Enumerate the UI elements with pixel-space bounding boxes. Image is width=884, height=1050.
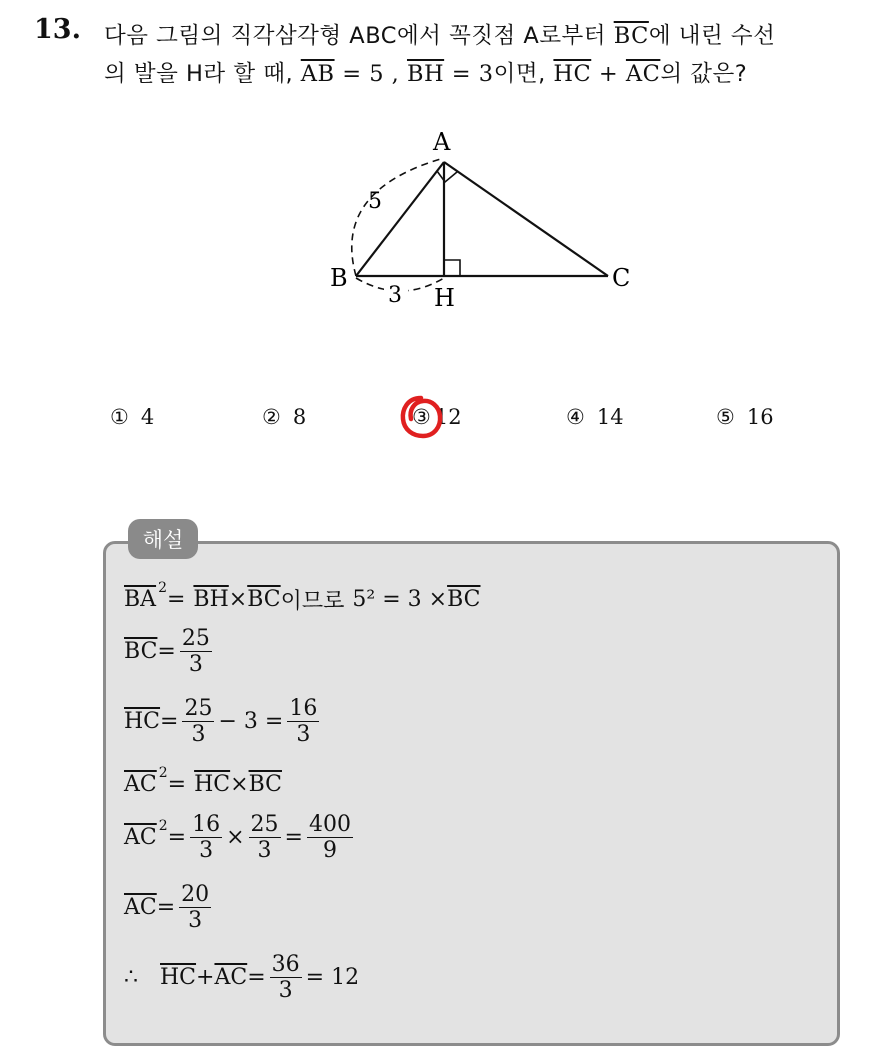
vertex-label-h: H: [434, 284, 455, 312]
fraction: [182, 696, 214, 748]
denominator: 3: [188, 652, 203, 678]
choice-number: ⑤: [716, 405, 735, 429]
choice-value: 12: [434, 405, 462, 429]
question-number: 13.: [34, 14, 81, 45]
explanation-tab: 해설: [128, 519, 198, 559]
denominator: 3: [296, 722, 311, 748]
choice-1[interactable]: [110, 405, 154, 429]
segment-bc: $\overline{BC}$: [613, 23, 649, 49]
choice-value: 14: [596, 405, 624, 429]
side-ab: [356, 162, 444, 276]
segment-bc: $\overline{BC}$: [447, 587, 481, 612]
question-text: 이면,: [493, 61, 554, 87]
vertex-label-c: C: [612, 264, 631, 292]
word-text: 이므로: [280, 589, 345, 614]
result-text: = 12: [305, 965, 360, 991]
segment-bc: $\overline{BC}$: [248, 772, 282, 797]
segment-ac: $\overline{AC}$: [625, 61, 661, 87]
question-line-2: [104, 56, 747, 88]
choice-2[interactable]: [262, 405, 306, 429]
explanation-line-6: [124, 882, 215, 934]
length-label-ab: 5: [368, 189, 382, 214]
explanation-line-3: [124, 696, 323, 748]
choice-4[interactable]: [566, 405, 624, 429]
segment-bc: $\overline{BC}$: [247, 587, 281, 612]
choice-number: ①: [110, 405, 129, 429]
numerator: 25: [184, 696, 213, 721]
equals: =: [166, 587, 186, 612]
equation-text: 5² = 3 ×: [352, 587, 448, 612]
vertex-label-a: A: [433, 128, 451, 156]
numerator: 25: [250, 812, 279, 837]
answer-circle-mark: [399, 394, 445, 440]
question-text: 의 값은?: [660, 61, 748, 87]
fraction: [190, 812, 222, 864]
explanation-line-4: [124, 764, 282, 797]
fraction: [307, 812, 353, 864]
equals: =: [156, 895, 176, 921]
segment-ac: $\overline{AC}$: [124, 772, 157, 797]
right-angle-mark-a: [437, 171, 457, 182]
explanation-line-7: [124, 952, 359, 1004]
denominator: 3: [188, 908, 203, 934]
explanation-line-1: [124, 579, 481, 615]
segment-bc: $\overline{BC}$: [124, 639, 158, 665]
question-text: 에 내린 수선: [648, 23, 776, 49]
denominator: 3: [257, 838, 272, 864]
segment-bh: $\overline{BH}$: [193, 587, 229, 612]
times-sign: ×: [228, 587, 248, 612]
explanation-line-2: [124, 626, 216, 678]
denominator: 9: [322, 838, 337, 864]
mark-stroke: [403, 398, 440, 436]
equals: =: [167, 825, 187, 851]
fraction: [249, 812, 281, 864]
equals: =: [157, 639, 176, 665]
choice-5[interactable]: [716, 405, 774, 429]
plus-sign: +: [196, 965, 215, 991]
equals: =: [247, 965, 266, 991]
explanation-line-5: [124, 812, 357, 864]
triangle-figure: [300, 120, 660, 320]
numerator: 16: [289, 696, 318, 721]
fraction: [287, 696, 319, 748]
times-sign: ×: [226, 825, 245, 851]
numerator: 20: [181, 882, 210, 907]
numerator: 16: [192, 812, 221, 837]
choice-number: ②: [262, 405, 281, 429]
choice-number: ③: [412, 405, 431, 429]
dashed-arc-ab: [352, 158, 444, 276]
numerator: 25: [181, 626, 210, 651]
numerator: 400: [308, 812, 351, 837]
length-label-bh: 3: [388, 283, 402, 308]
segment-ac: $\overline{AC}$: [124, 895, 157, 921]
segment-bh: $\overline{BH}$: [406, 61, 445, 87]
segment-ab: $\overline{AB}$: [300, 61, 335, 87]
denominator: 3: [199, 838, 214, 864]
denominator: 3: [278, 978, 293, 1004]
equals: =: [167, 772, 187, 797]
question-line-1: [104, 18, 775, 50]
denominator: 3: [191, 722, 206, 748]
plus-sign: +: [591, 61, 626, 87]
equals: =: [284, 825, 303, 851]
numerator: 36: [271, 952, 300, 977]
choice-value: 16: [746, 405, 774, 429]
segment-hc: $\overline{HC}$: [553, 61, 592, 87]
segment-ba: $\overline{BA}$: [124, 587, 157, 612]
segment-ac: $\overline{AC}$: [124, 825, 157, 851]
question-text: 다음 그림의 직각삼각형 ABC에서 꼭짓점 A로부터: [104, 23, 614, 49]
equals: =: [160, 709, 179, 735]
segment-hc: $\overline{HC}$: [160, 965, 197, 991]
equation-text: = 3: [444, 61, 494, 87]
question-text: 의 발을 H라 할 때,: [104, 61, 301, 87]
fraction: [179, 882, 211, 934]
exponent: 2: [158, 817, 168, 834]
segment-hc: $\overline{HC}$: [124, 709, 161, 735]
equation-text: = 5 ,: [334, 61, 407, 87]
equation-text: − 3 =: [218, 709, 284, 735]
right-angle-mark-h: [444, 260, 460, 276]
segment-hc: $\overline{HC}$: [194, 772, 231, 797]
times-sign: ×: [230, 772, 249, 797]
choice-value: 8: [292, 405, 307, 429]
choice-number: ④: [566, 405, 585, 429]
exponent: 2: [158, 764, 168, 781]
vertex-label-b: B: [330, 264, 348, 292]
exponent: 2: [158, 579, 167, 596]
choice-value: 4: [140, 405, 155, 429]
segment-ac: $\overline{AC}$: [214, 965, 248, 991]
therefore-sign: ∴: [124, 965, 138, 991]
fraction: [180, 626, 212, 678]
fraction: [270, 952, 302, 1004]
side-ac: [444, 162, 608, 276]
